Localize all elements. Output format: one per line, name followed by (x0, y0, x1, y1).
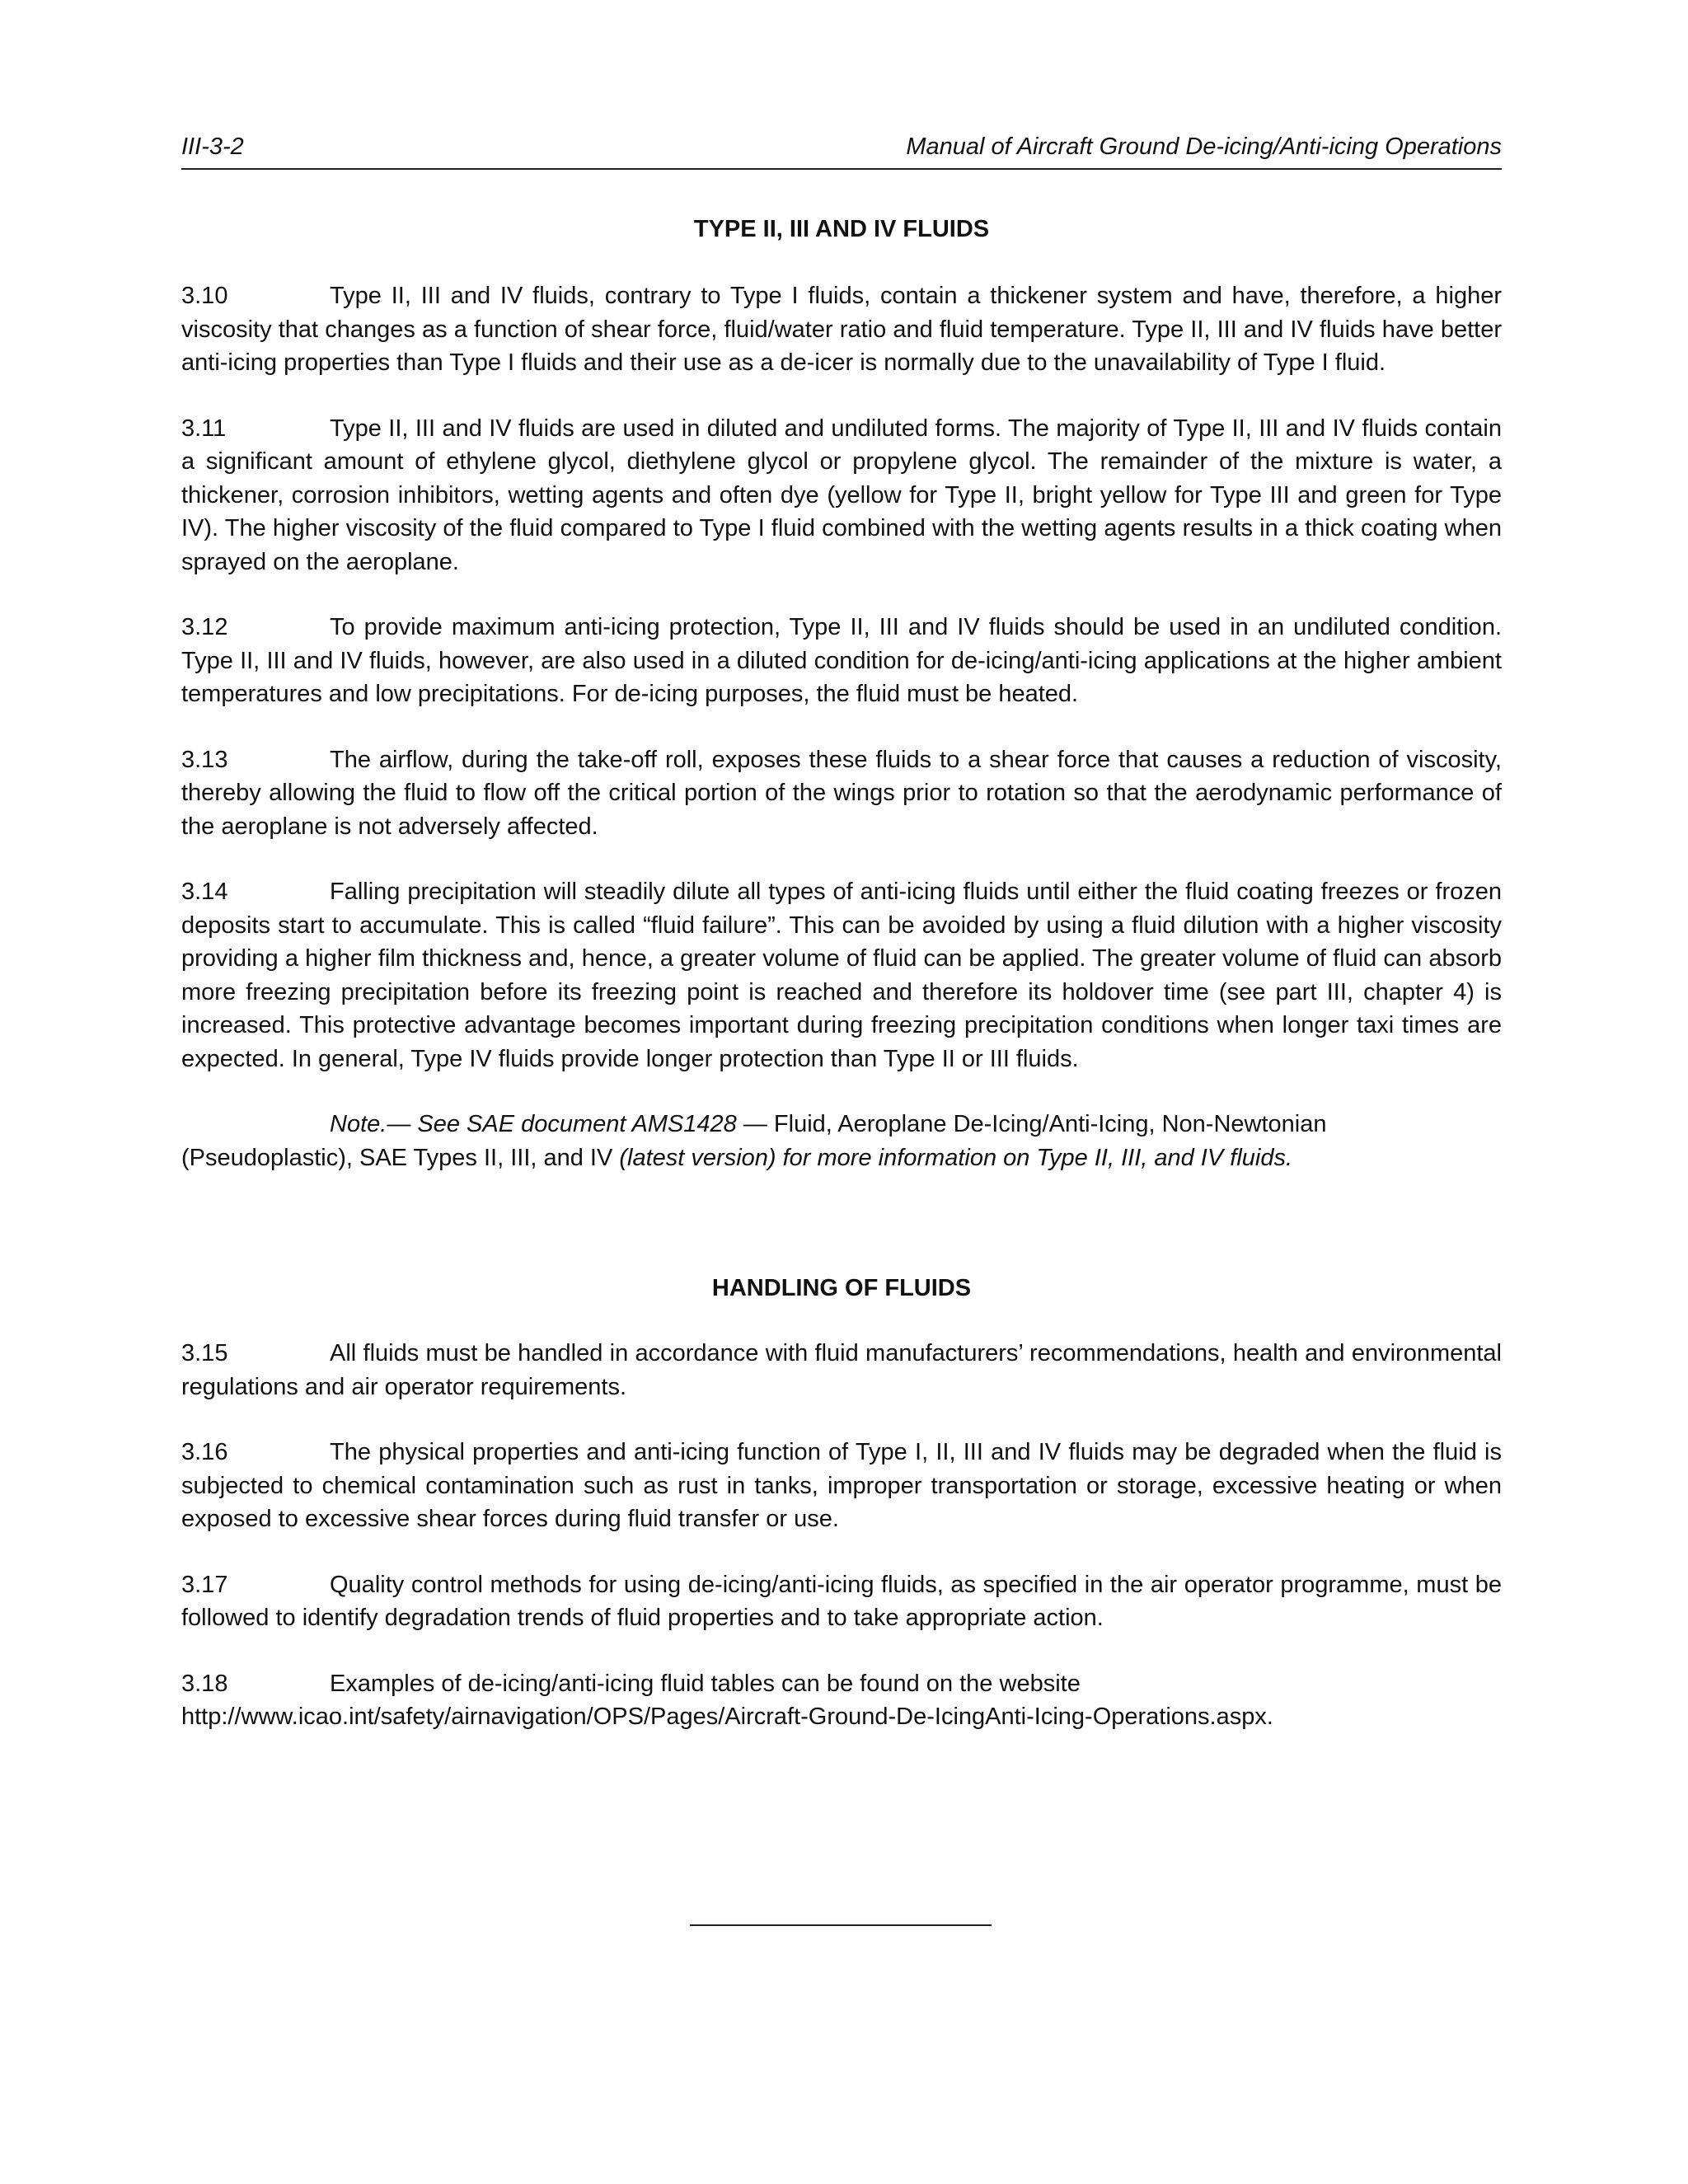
paragraph-number: 3.11 (181, 415, 227, 442)
section-heading-type-ii-iii-iv: TYPE II, III AND IV FLUIDS (693, 216, 990, 242)
paragraph-text: Examples of de-icing/anti-icing fluid tables can be found on the website (330, 1670, 1081, 1697)
paragraph-number: 3.18 (181, 1670, 228, 1697)
paragraph-3-10 (181, 279, 1502, 380)
note-sae-ams1428 (181, 1108, 1502, 1174)
paragraph-3-16 (181, 1436, 1502, 1536)
paragraph-text: Type II, III and IV fluids, contrary to Type I fluids, contain a thickener system and have, therefore, a higher viscosity that changes as a function of shear force, fluid/water ratio and fluid temperature. Type II, III and IV fluids have better anti-icing properties than Type I fluids and their use as a de-icer is normally due to the unavailability of Type I fluid. (181, 283, 1502, 376)
paragraph-text: To provide maximum anti-icing protection, Type II, III and IV fluids should be used in an undiluted condition. Type II, III and IV fluids, however, are also used in a diluted condition for de-icing/anti-icing applications at the higher ambient temperatures and low precipitations. For de-icing purposes, the fluid must be heated. (181, 614, 1502, 707)
note-lead: Note.— See SAE document AMS1428 (330, 1111, 737, 1137)
paragraph-3-13 (181, 743, 1502, 844)
paragraph-3-12 (181, 611, 1502, 711)
paragraph-number: 3.10 (181, 283, 228, 309)
section-heading-handling: HANDLING OF FLUIDS (711, 1275, 972, 1301)
page-number: III-3-2 (181, 134, 244, 160)
paragraph-number: 3.13 (181, 746, 228, 773)
paragraph-number: 3.16 (181, 1439, 228, 1465)
paragraph-text: All fluids must be handled in accordance with fluid manufacturers’ recommendations, health and environmental regulations and air operator requirements. (181, 1340, 1502, 1400)
running-header (181, 130, 1502, 170)
paragraph-number: 3.15 (181, 1340, 228, 1366)
paragraph-text: The airflow, during the take-off roll, exposes these fluids to a shear force that causes a reduction of viscosity, thereby allowing the fluid to flow off the critical portion of the wings prior to rotation so that the aerodynamic performance of the aeroplane is not adversely affected. (181, 746, 1502, 840)
document-page (181, 130, 1502, 1734)
end-of-chapter-rule (690, 1924, 992, 1926)
paragraph-3-18 (181, 1667, 1502, 1734)
paragraph-number: 3.14 (181, 879, 228, 905)
paragraph-number: 3.17 (181, 1571, 228, 1598)
note-tail: (latest version) for more information on Type II, III, and IV fluids. (619, 1144, 1293, 1171)
paragraph-3-11 (181, 412, 1502, 579)
paragraph-3-15 (181, 1337, 1502, 1404)
paragraph-number: 3.12 (181, 614, 228, 640)
paragraph-text: Quality control methods for using de-icing/anti-icing fluids, as specified in the air operator programme, must be followed to identify degradation trends of fluid properties and to take appropriate action. (181, 1571, 1502, 1631)
paragraph-text: The physical properties and anti-icing function of Type I, II, III and IV fluids may be degraded when the fluid is subjected to chemical contamination such as rust in tanks, improper transportation or storage, excessive heating or when exposed to excessive shear forces during fluid transfer or use. (181, 1439, 1502, 1532)
paragraph-3-17 (181, 1568, 1502, 1635)
paragraph-text: Type II, III and IV fluids are used in diluted and undiluted forms. The majority of Type II, III and IV fluids contain a significant amount of ethylene glycol, diethylene glycol or propylene glycol. The remainder of the mixture is water, a thickener, corrosion inhibitors, wetting agents and often dye (yellow for Type II, bright yellow for Type III and green for Type IV). The higher viscosity of the fluid compared to Type I fluid combined with the wetting agents results in a thick coating when sprayed on the aeroplane. (181, 415, 1502, 575)
note-middle: — Fluid, Aeroplane De-Icing/Anti-Icing, Non-Newtonian (Pseudoplastic), SAE Types II, III, and IV (181, 1111, 1327, 1171)
paragraph-3-14 (181, 875, 1502, 1076)
icao-website-link[interactable]: http://www.icao.int/safety/airnavigation/OPS/Pages/Aircraft-Ground-De-IcingAnti-Icing-Operations.aspx. (181, 1704, 1273, 1730)
document-title: Manual of Aircraft Ground De-icing/Anti-icing Operations (906, 134, 1502, 160)
paragraph-text: Falling precipitation will steadily dilute all types of anti-icing fluids until either the fluid coating freezes or frozen deposits start to accumulate. This is called “fluid failure”. This can be avoided by using a fluid dilution with a higher viscosity providing a higher film thickness and, hence, a greater volume of fluid can be applied. The greater volume of fluid can absorb more freezing precipitation before its freezing point is reached and therefore its holdover time (see part III, chapter 4) is increased. This protective advantage becomes important during freezing precipitation conditions when longer taxi times are expected. In general, Type IV fluids provide longer protection than Type II or III fluids. (181, 879, 1502, 1072)
